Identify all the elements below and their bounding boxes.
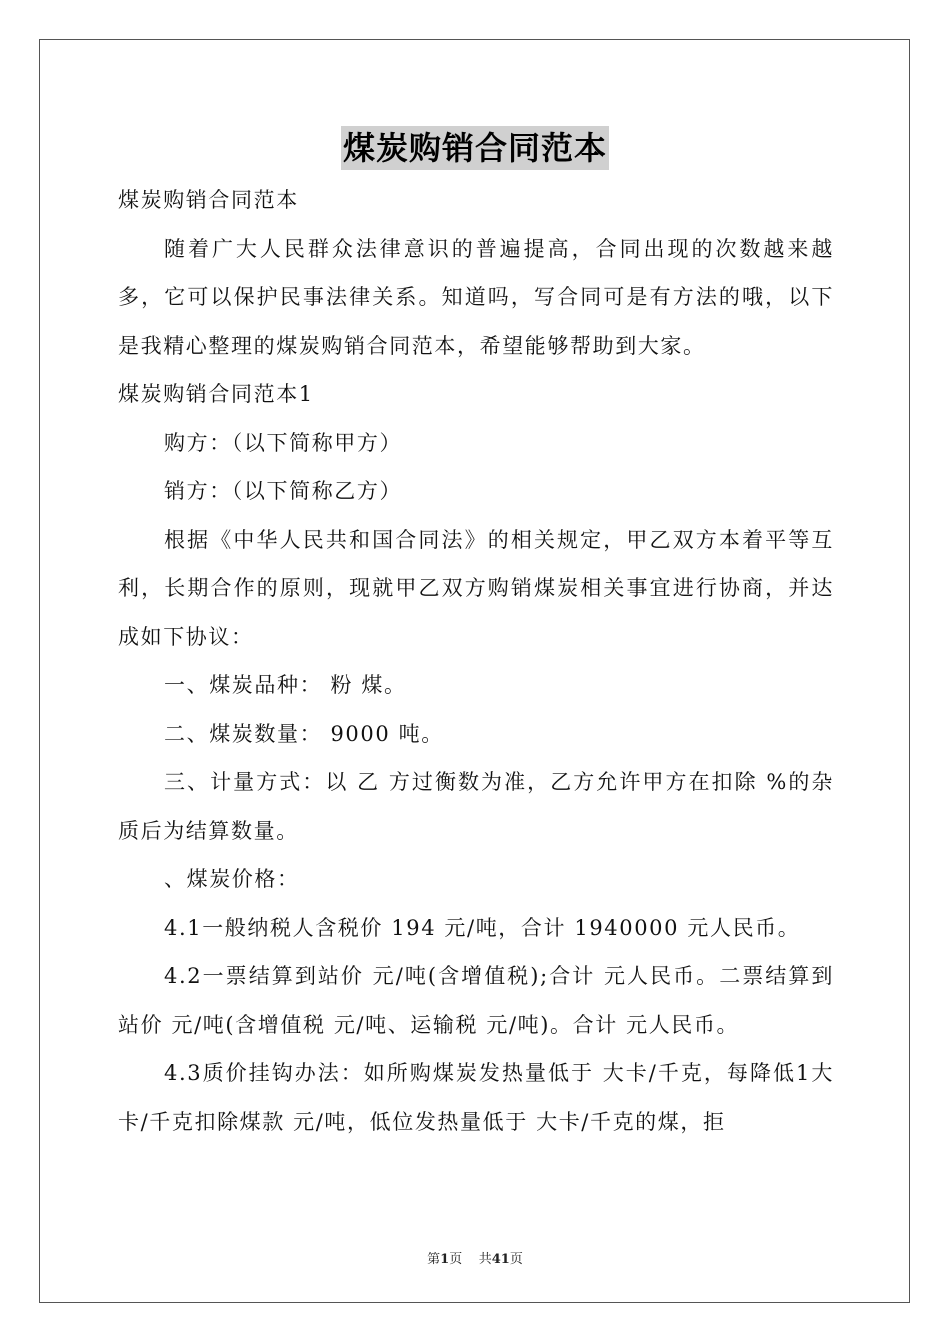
paragraph: 三、计量方式：以 乙 方过衡数为准，乙方允许甲方在扣除 %的杂质后为结算数量。 (118, 770, 834, 843)
footer-page-prefix: 第 (427, 1252, 441, 1267)
paragraph: 销方：（以下简称乙方） (164, 479, 403, 503)
paragraph: 煤炭购销合同范本 (118, 188, 299, 212)
footer-page-suffix: 页 (449, 1252, 463, 1267)
footer-total-prefix: 共 (478, 1252, 492, 1267)
paragraph: 根据《中华人民共和国合同法》的相关规定，甲乙双方本着平等互利，长期合作的原则，现就甲乙双方购销煤炭相关事宜进行协商，并达成如下协议： (118, 527, 834, 649)
paragraph: 4.1一般纳税人含税价 194 元/吨，合计 1940000 元人民币。 (164, 915, 801, 940)
document-title: 煤炭购销合同范本 (341, 126, 609, 170)
paragraph: 4.3质价挂钩办法：如所购煤炭发热量低于 大卡/千克，每降低1大卡/千克扣除煤款 元/吨，低位发热量低于 大卡/千克的煤，拒 (118, 1061, 834, 1134)
page-footer (0, 1248, 950, 1267)
footer-total-pages: 41 (491, 1252, 510, 1267)
document-body (118, 176, 834, 1146)
title-wrap (0, 126, 950, 170)
footer-page-number: 1 (440, 1252, 450, 1267)
paragraph: 随着广大人民群众法律意识的普遍提高，合同出现的次数越来越多，它可以保护民事法律关系。知道吗，写合同可是有方法的哦，以下是我精心整理的煤炭购销合同范本，希望能够帮助到大家。 (118, 236, 834, 358)
footer-total-suffix: 页 (509, 1252, 523, 1267)
paragraph: 4.2一票结算到站价 元/吨(含增值税);合计 元人民币。二票结算到站价 元/吨(含增值税 元/吨、运输税 元/吨)。合计 元人民币。 (118, 964, 834, 1037)
paragraph: 二、煤炭数量： 9000 吨。 (164, 721, 444, 746)
paragraph: 、煤炭价格： (164, 867, 300, 891)
paragraph: 购方：（以下简称甲方） (164, 430, 403, 455)
paragraph: 煤炭购销合同范本1 (118, 382, 314, 406)
paragraph: 一、煤炭品种： 粉 煤。 (164, 673, 407, 697)
